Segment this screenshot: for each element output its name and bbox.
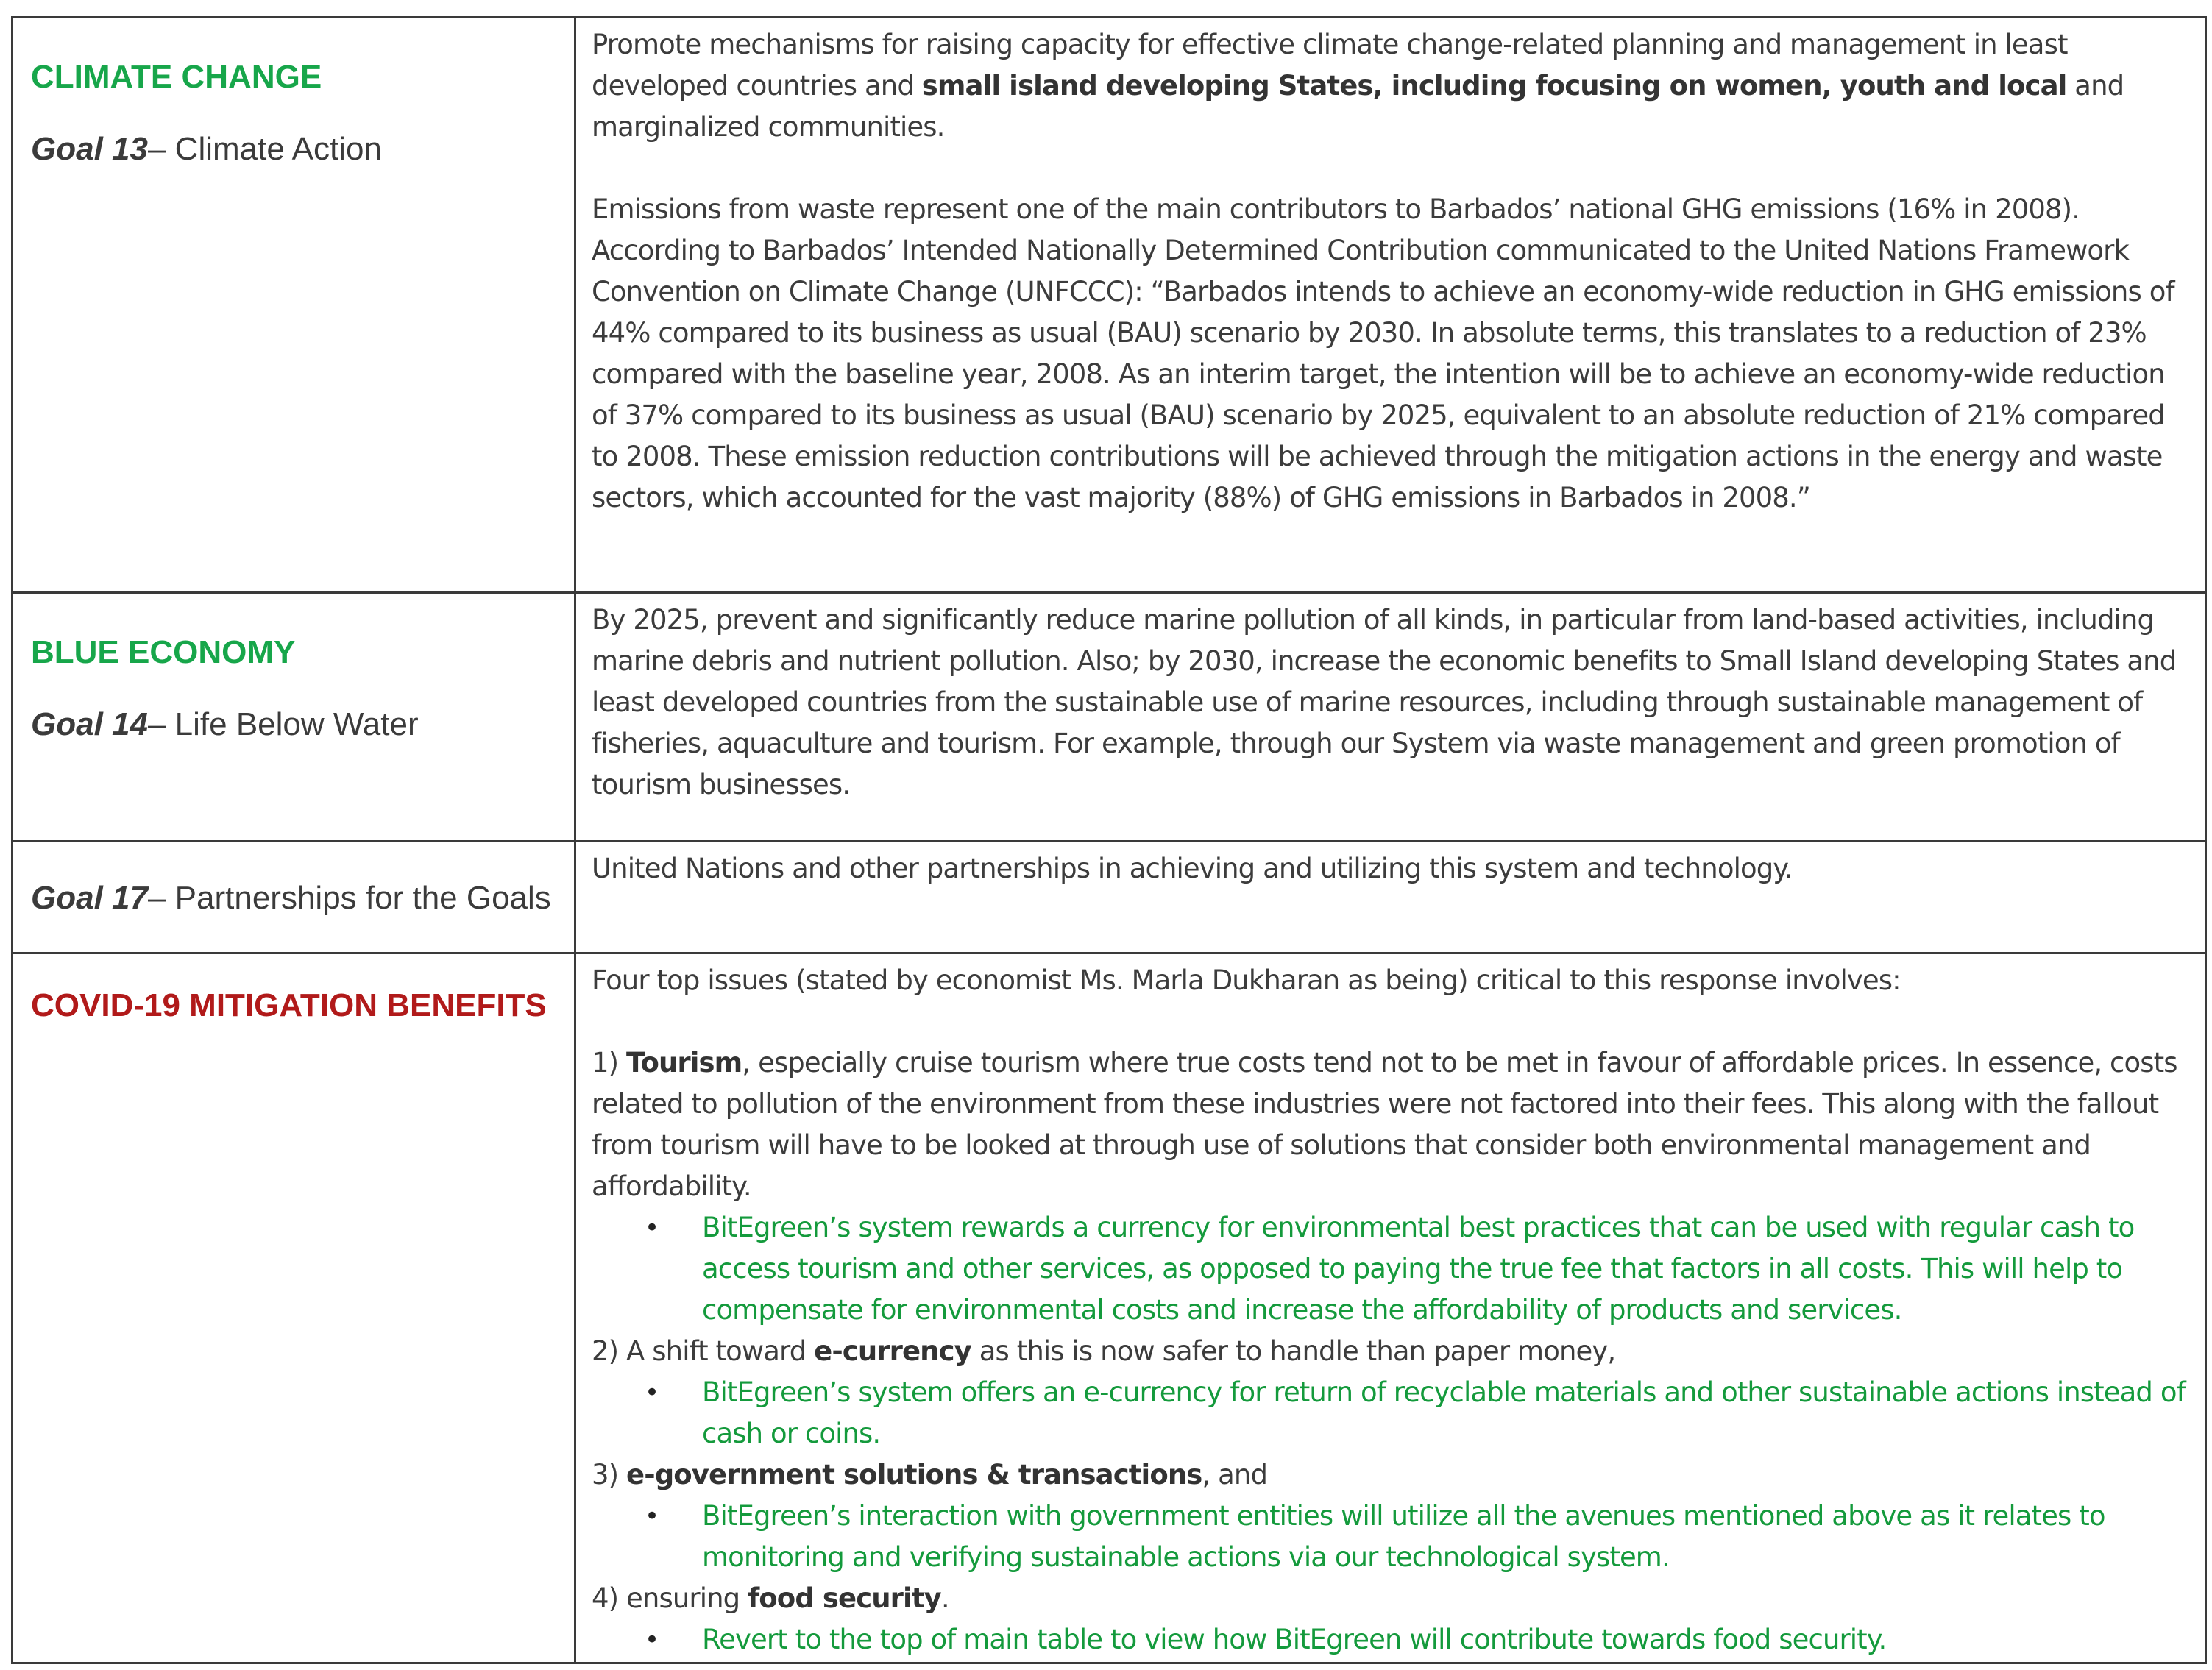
issue-item — [592, 1042, 2190, 1207]
bullet-icon: • — [645, 1378, 659, 1407]
goal-label — [31, 129, 574, 170]
goal-title: – Life Below Water — [147, 706, 419, 742]
bold-text-run: small island developing States, including focusing on women, youth and local — [921, 70, 2067, 102]
text-run: as this is now safer to handle than paper money, — [971, 1335, 1616, 1367]
section-heading: CLIMATE CHANGE — [31, 59, 322, 95]
section-heading: BLUE ECONOMY — [31, 634, 296, 670]
table-row — [13, 593, 2206, 842]
goal-number: Goal 14 — [31, 706, 148, 742]
bullet-list — [592, 1496, 2190, 1578]
section-heading: COVID-19 MITIGATION BENEFITS — [31, 987, 547, 1023]
paragraph — [592, 24, 2190, 148]
bullet-text: Revert to the top of main table to view how BitEgreen will contribute towards food security. — [702, 1624, 1887, 1655]
text-run: , and — [1202, 1459, 1268, 1490]
bullet-icon: • — [645, 1625, 659, 1655]
text-run: 2) A shift toward — [592, 1335, 815, 1367]
bullet-list — [592, 1207, 2190, 1331]
text-run: , especially cruise tourism where true costs tend not to be met in favour of affordable prices. In essence, costs related to pollution of the environment from these industries were not factored into their fees. This along with the fallout from tourism will have to be looked at through use of solutions that consider both environmental management and affordability. — [592, 1047, 2177, 1202]
bullet-list — [592, 1372, 2190, 1454]
bold-text-run: e-government solutions & transactions — [626, 1459, 1202, 1490]
goal-label — [31, 704, 574, 745]
bullet-text: BitEgreen’s system rewards a currency for environmental best practices that can be used with regular cash to access tourism and other services, as opposed to paying the true fee that factors in all costs. This will help to compensate for environmental costs and increase the affordability of products and services. — [702, 1212, 2135, 1326]
goal-number: Goal 17 — [31, 880, 148, 916]
list-item — [645, 1207, 2190, 1331]
table-row — [13, 953, 2206, 1663]
bold-text-run: e-currency — [814, 1335, 971, 1367]
paragraph: United Nations and other partnerships in achieving and utilizing this system and technology. — [592, 853, 1793, 884]
text-run: 1) — [592, 1047, 627, 1079]
paragraph: Four top issues (stated by economist Ms. Marla Dukharan as being) critical to this response involves: — [592, 964, 1901, 996]
goal-title: – Partnerships for the Goals — [147, 880, 551, 916]
bullet-text: BitEgreen’s system offers an e-currency for return of recyclable materials and other sustainable actions instead of cash or coins. — [702, 1376, 2186, 1449]
row-label-cell — [13, 842, 575, 953]
text-run: and marginalized communities. — [592, 70, 2124, 143]
paragraph: Emissions from waste represent one of the main contributors to Barbados’ national GHG emissions (16% in 2008). According to Barbados’ Intended Nationally Determined Contribution communicated to the United Nations Framework Convention on Climate Change (UNFCCC): “Barbados intends to achieve an economy-wide reduction in GHG emissions of 44% compared to its business as usual (BAU) scenario by 2030. In absolute terms, this translates to a reduction of 23% compared with the baseline year, 2008. As an interim target, the intention will be to achieve an economy-wide reduction of 37% compared to its business as usual (BAU) scenario by 2025, equivalent to an absolute reduction of 21% compared to 2008. These emission reduction contributions will be achieved through the mitigation actions in the energy and waste sectors, which accounted for the vast majority (88%) of GHG emissions in Barbados in 2008.” — [592, 193, 2174, 514]
table-row — [13, 842, 2206, 953]
row-label-cell — [13, 593, 575, 842]
row-content-cell — [575, 842, 2206, 953]
bullet-icon: • — [645, 1213, 659, 1243]
row-label-cell — [13, 18, 575, 593]
text-run: 4) ensuring — [592, 1582, 748, 1614]
row-content-cell — [575, 593, 2206, 842]
issue-item — [592, 1578, 2190, 1619]
list-item — [645, 1372, 2190, 1454]
goal-number: Goal 13 — [31, 131, 148, 167]
row-label-cell — [13, 953, 575, 1663]
issue-item — [592, 1331, 2190, 1372]
bullet-list — [592, 1619, 2190, 1660]
bold-text-run: food security — [748, 1582, 941, 1614]
paragraph: By 2025, prevent and significantly reduce marine pollution of all kinds, in particular from land-based activities, including marine debris and nutrient pollution. Also; by 2030, increase the economic benefits to Small Island developing States and least developed countries from the sustainable use of marine resources, including through sustainable management of fisheries, aquaculture and tourism. For example, through our System via waste management and green promotion of tourism businesses. — [592, 604, 2177, 800]
sdg-alignment-table — [11, 16, 2207, 1664]
issue-item — [592, 1454, 2190, 1496]
text-run: . — [940, 1582, 949, 1614]
row-content-cell — [575, 953, 2206, 1663]
bullet-text: BitEgreen’s interaction with government entities will utilize all the avenues mentioned above as it relates to monitoring and verifying sustainable actions via our technological system. — [702, 1500, 2105, 1573]
text-run: Promote mechanisms for raising capacity for effective climate change-related planning and management in least developed countries and — [592, 29, 2068, 102]
table-row — [13, 18, 2206, 593]
goal-label — [31, 878, 574, 919]
list-item — [645, 1496, 2190, 1578]
bullet-icon: • — [645, 1502, 659, 1531]
list-item — [645, 1619, 2190, 1660]
goal-title: – Climate Action — [147, 131, 382, 167]
row-content-cell — [575, 18, 2206, 593]
text-run: 3) — [592, 1459, 627, 1490]
bold-text-run: Tourism — [626, 1047, 742, 1079]
